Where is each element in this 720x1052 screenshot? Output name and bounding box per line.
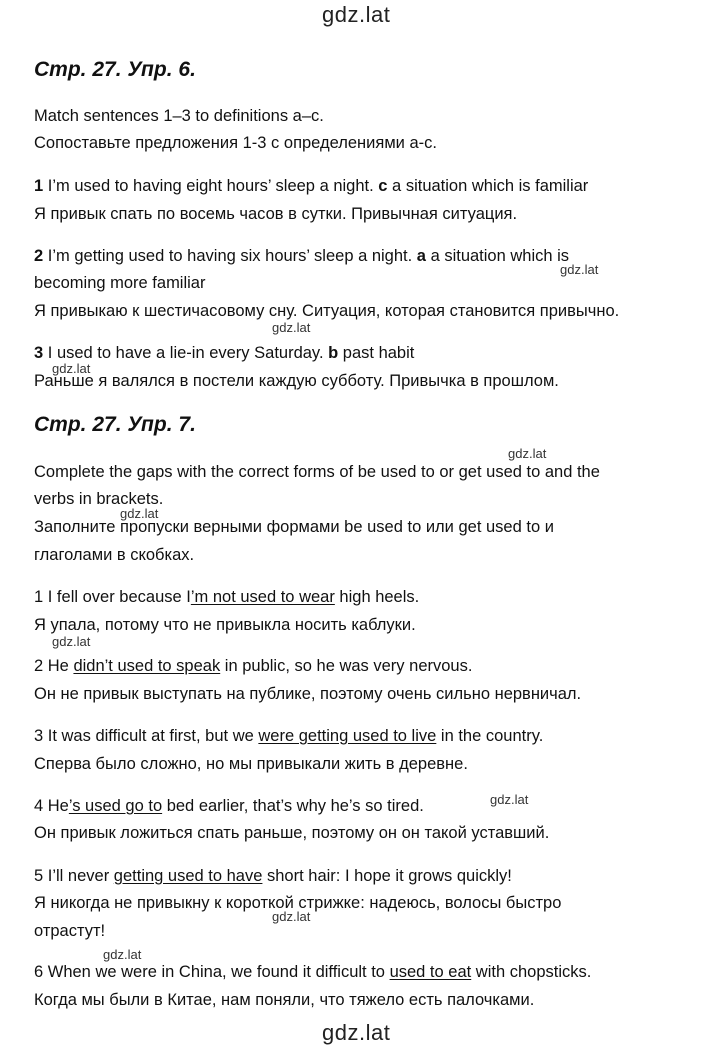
ex7-item-6 [34,962,591,982]
watermark: gdz.lat [103,947,142,962]
sentence-end: with chopsticks. [471,963,592,981]
watermark: gdz.lat [508,446,547,461]
sentence-start: 5 I’ll never [34,867,114,885]
ex7-item-1 [34,587,419,607]
watermark: gdz.lat [52,634,91,649]
watermark: gdz.lat [272,320,311,335]
ex7-item-2-translation: Он не привык выступать на публике, поэтому очень сильно нервничал. [34,685,582,703]
ex7-item-3 [34,726,543,746]
ex7-instruction-ru-2: глаголами в скобках. [34,546,195,564]
answer-underlined: were getting used to live [258,727,437,745]
watermark: gdz.lat [490,792,529,807]
ex6-instruction-en: Match sentences 1–3 to definitions a–c. [34,107,324,125]
ex6-item-2-continuation: becoming more familiar [34,274,206,292]
ex7-item-1-translation: Я упала, потому что не привыкла носить каблуки. [34,616,416,634]
ex7-instruction-en-1: Complete the gaps with the correct forms of be used to or get used to and the [34,463,600,481]
sentence-end: bed earlier, that’s why he’s so tired. [162,797,424,815]
ex7-item-2 [34,656,472,676]
item-number: 1 [34,177,44,195]
sentence-start: 3 It was difficult at first, but we [34,727,259,745]
sentence-text: I’m used to having eight hours’ sleep a night. [43,177,379,195]
exercise-6-heading: Стр. 27. Упр. 6. [34,58,196,81]
watermark: gdz.lat [560,262,599,277]
ex6-item-1-translation: Я привык спать по восемь часов в сутки. Привычная ситуация. [34,205,518,223]
sentence-start: 4 He [34,797,69,815]
watermark: gdz.lat [272,909,311,924]
ex7-item-6-translation: Когда мы были в Китае, нам поняли, что тяжело есть палочками. [34,991,535,1009]
sentence-start: 2 He [34,657,74,675]
sentence-text: I’m getting used to having six hours’ sleep a night. [43,247,417,265]
sentence-end: high heels. [334,588,420,606]
site-footer: gdz.lat [322,1020,391,1045]
ex6-item-3 [34,343,414,363]
sentence-end: in the country. [436,727,544,745]
ex7-instruction-en-2: verbs in brackets. [34,490,164,508]
definition-text: a situation which is familiar [387,177,589,195]
ex6-instruction-ru: Сопоставьте предложения 1-3 с определениями a-c. [34,134,437,152]
definition-text: past habit [338,344,415,362]
ex7-item-3-translation: Сперва было сложно, но мы привыкали жить в деревне. [34,755,468,773]
answer-underlined: didn’t used to speak [73,657,221,675]
ex6-item-3-translation: Раньше я валялся в постели каждую субботу. Привычка в прошлом. [34,372,559,390]
answer-underlined: used to eat [389,963,472,981]
sentence-start: 1 I fell over because I [34,588,191,606]
definition-letter: b [328,344,339,362]
definition-letter: c [378,177,388,195]
sentence-text: I used to have a lie-in every Saturday. [43,344,329,362]
item-number: 3 [34,344,44,362]
ex7-item-5-translation-cont: отрастут! [34,922,106,940]
ex7-item-5 [34,866,512,886]
definition-letter: a [416,247,426,265]
ex7-item-5-translation: Я никогда не привыкну к короткой стрижке: надеюсь, волосы быстро [34,894,562,912]
item-number: 2 [34,247,44,265]
answer-underlined: getting used to have [113,867,263,885]
watermark: gdz.lat [120,506,159,521]
sentence-end: short hair: I hope it grows quickly! [262,867,512,885]
sentence-end: in public, so he was very nervous. [220,657,473,675]
ex7-item-4 [34,796,424,816]
ex7-instruction-ru-1: Заполните пропуски верными формами be used to или get used to и [34,518,554,536]
definition-text: a situation which is [425,247,570,265]
answer-underlined: ’s used go to [68,797,163,815]
ex6-item-2 [34,246,569,266]
sentence-start: 6 When we were in China, we found it difficult to [34,963,390,981]
site-header: gdz.lat [322,2,391,27]
watermark: gdz.lat [52,361,91,376]
ex6-item-1 [34,176,588,196]
ex6-item-2-translation: Я привыкаю к шестичасовому сну. Ситуация, которая становится привычно. [34,302,620,320]
ex7-item-4-translation: Он привык ложиться спать раньше, поэтому он он такой уставший. [34,824,550,842]
answer-underlined: ’m not used to wear [190,588,335,606]
exercise-7-heading: Стр. 27. Упр. 7. [34,413,196,436]
